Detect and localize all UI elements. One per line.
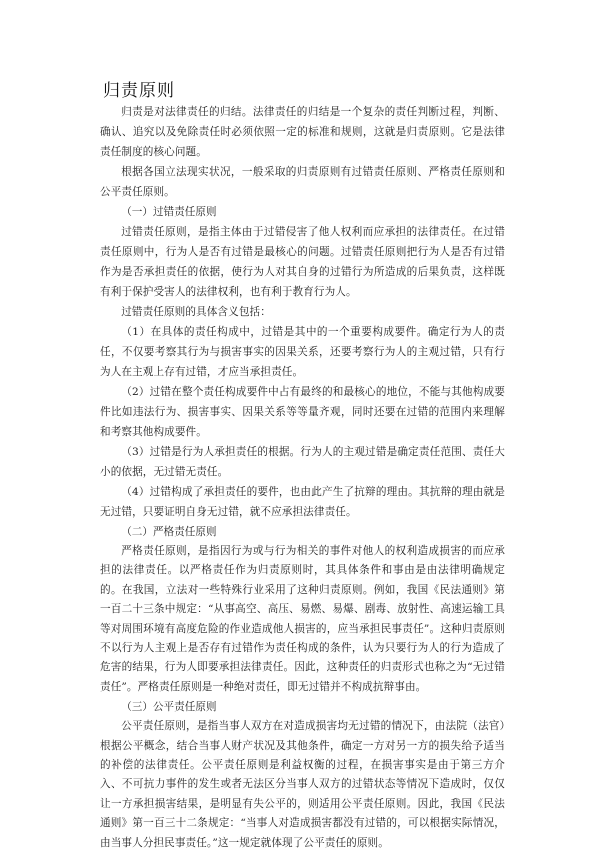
page-title: 归责原则 [103, 81, 175, 101]
paragraph-fault-meaning-lead: 过错责任原则的具体含义包括： [121, 306, 271, 318]
paragraph-principles: 根据各国立法现实状况，一般采取的归责原则有过错责任原则、严格责任原则和公平责任原则。 [100, 166, 505, 198]
paragraph-fault-point-1: （1）在具体的责任构成中，过错是其中的一个重要构成要件。确定行为人的责任，不仅要考察其行为与损害事实的因果关系，还要考察行为人的主观过错，只有行为人在主观上存有过错，才应当承担责任。 [100, 326, 505, 378]
paragraph-fault-definition: 过错责任原则，是指主体由于过错侵害了他人权利而应承担的法律责任。在过错责任原则中，行为人是否有过错是最核心的问题。过错责任原则把行为人是否有过错作为是否承担责任的依据，使行为人对其自身的过错行为所造成的后果负责，这样既有利于保护受害人的法律权利，也有利于教育行为人。 [100, 226, 505, 298]
paragraph-fault-point-4: （4）过错构成了承担责任的要件，也由此产生了抗辩的理由。其抗辩的理由就是无过错，只要证明自身无过错，就不应承担法律责任。 [100, 486, 505, 518]
paragraph-strict-definition: 严格责任原则，是指因行为或与行为相关的事件对他人的权利造成损害的而应承担的法律责任。以严格责任作为归责原则时，其具体条件和事由是由法律明确规定的。在我国，立法对一些特殊行业采用了这种归责原则。例如，我国《民法通则》第一百二十三条中规定：“从事高空、高压、易燃、易爆、剧毒、放射性、高速运输工具等对周围环境有高度危险的作业造成他人损害的，应当承担民事责任”。这种归责原则不以行为人主观上是否存有过错作为责任构成的条件，认为只要行为人的行为造成了危害的结果，行为人即要承担法律责任。因此，这种责任的归责形式也称之为“无过错责任”。严格责任原则是一种绝对责任，即无过错并不构成抗辩事由。 [100, 545, 505, 693]
section-heading-strict: （二）严格责任原则 [121, 526, 217, 538]
paragraph-intro: 归责是对法律责任的归结。法律责任的归结是一个复杂的责任判断过程，判断、确认、追究以及免除责任时必须依照一定的标准和规则，这就是归责原则。它是法律责任制度的核心问题。 [100, 106, 505, 158]
paragraph-fault-point-2: （2）过错在整个责任构成要件中占有最终的和最核心的地位，不能与其他构成要件比如违法行为、损害事实、因果关系等等量齐观，同时还要在过错的范围内来理解和考察其他构成要件。 [100, 386, 505, 438]
section-heading-fault: （一）过错责任原则 [121, 206, 217, 218]
paragraph-fault-point-3: （3）过错是行为人承担责任的根据。行为人的主观过错是确定责任范围、责任大小的依据，无过错无责任。 [100, 446, 505, 478]
section-heading-fairness: （三）公平责任原则 [121, 701, 217, 714]
paragraph-fairness-definition: 公平责任原则，是指当事人双方在对造成损害均无过错的情况下，由法院（法官）根据公平概念，结合当事人财产状况及其他条件，确定一方对另一方的损失给予适当的补偿的法律责任。公平责任原则是利益权衡的过程，在损害事实是由于第三方介入、不可抗力事件的发生或者无法区分当事人双方的过错状态等情况下造成时，仅仅让一方承担损害结果，是明显有失公平的，则适用公平责任原则。因此，我国《民法通则》第一百三十二条规定：“当事人对造成损害都没有过错的，可以根据实际情况，由当事人分担民事责任。”这一规定就体现了公平责任的原则。 [100, 720, 505, 849]
document-body [100, 102, 505, 853]
